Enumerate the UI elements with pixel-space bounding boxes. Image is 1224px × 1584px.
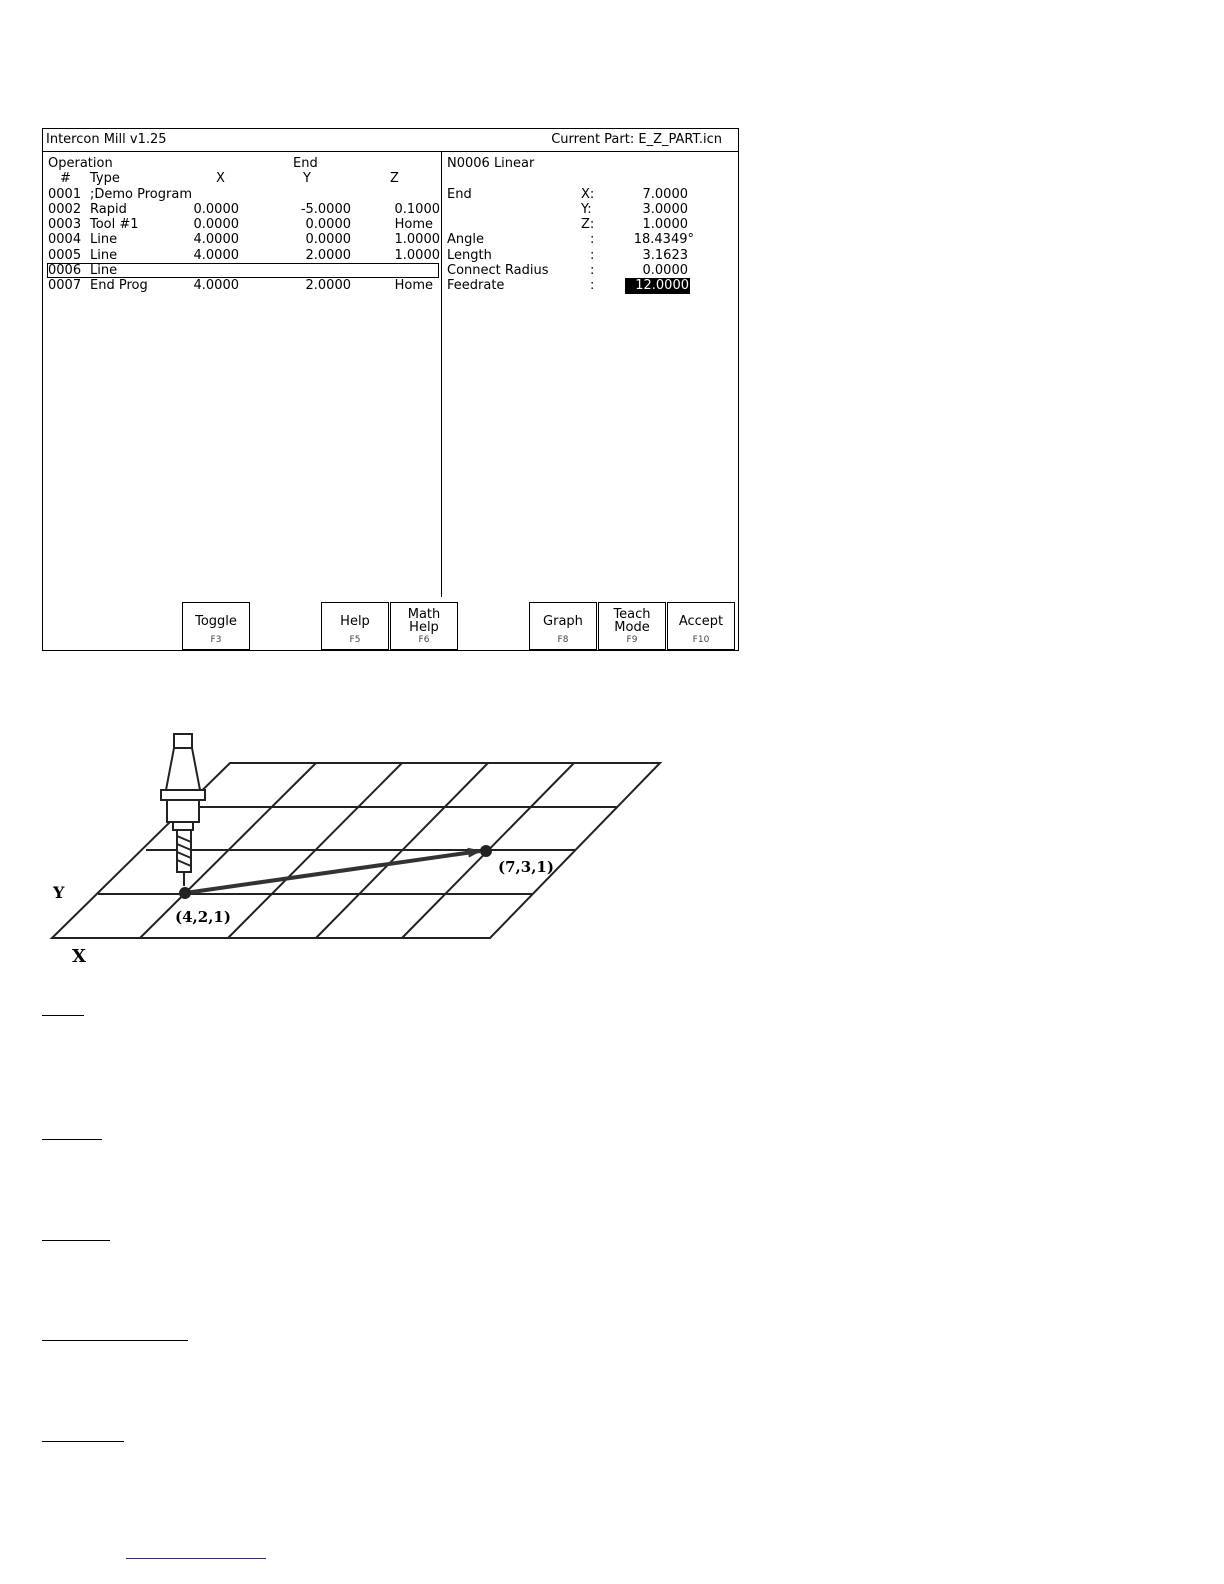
z-axis-label: Z: [581, 217, 595, 233]
end-label: End [447, 186, 472, 202]
detail-pane [446, 156, 736, 294]
toggle-label: Toggle [195, 614, 237, 629]
section-rule [42, 1340, 188, 1341]
toggle-key: F3 [210, 635, 222, 645]
header-row-2 [47, 171, 439, 186]
row-type: Line [90, 247, 118, 263]
row-z: Home [394, 278, 433, 294]
end-x-field[interactable]: 7.0000 [642, 186, 688, 202]
math-help-line2: Help [409, 620, 439, 635]
row-z: Home [394, 217, 433, 233]
table-row[interactable] [47, 217, 439, 232]
section-rule [42, 1240, 110, 1241]
end-point-marker [480, 845, 492, 857]
header-x: X [216, 171, 225, 187]
row-num: 0004 [48, 232, 82, 248]
feedrate-label: Feedrate [447, 278, 505, 294]
table-row[interactable] [47, 232, 439, 247]
intercon-window [42, 128, 739, 651]
header-type: Type [90, 171, 120, 187]
connect-radius-label: Connect Radius [447, 263, 549, 279]
axis-y-label: Y [53, 883, 65, 902]
connect-radius-row [446, 263, 736, 278]
section-rule [42, 1015, 84, 1016]
current-part: Current Part: E_Z_PART.icn [551, 132, 722, 147]
row-x: 0.0000 [193, 217, 239, 233]
teach-mode-button[interactable] [598, 602, 666, 650]
colon: : [590, 278, 595, 294]
row-type: End Prog [90, 278, 148, 294]
row-num: 0002 [48, 201, 82, 217]
length-row [446, 248, 736, 263]
accept-label: Accept [678, 614, 724, 629]
axis-x-label: X [72, 946, 86, 967]
feedrate-row [446, 278, 736, 293]
end-x-row [446, 187, 736, 202]
row-type: Tool #1 [90, 217, 139, 233]
end-y-field[interactable]: 3.0000 [642, 201, 688, 217]
math-help-button[interactable] [390, 602, 458, 650]
row-y: 0.0000 [305, 217, 351, 233]
move-arrow [185, 851, 480, 893]
math-help-key: F6 [418, 635, 430, 645]
row-num: 0007 [48, 278, 82, 294]
end-point-label: (7,3,1) [498, 858, 554, 876]
grid-plane [52, 763, 660, 938]
teach-mode-label [599, 608, 665, 634]
start-point-label: (4,2,1) [175, 908, 231, 926]
colon: : [590, 247, 595, 263]
header-end: End [293, 156, 318, 171]
help-button[interactable] [321, 602, 389, 650]
accept-key: F10 [692, 635, 710, 645]
accept-button[interactable] [667, 602, 735, 650]
pane-divider [441, 151, 442, 597]
end-z-row [446, 217, 736, 232]
header-z: Z [390, 171, 399, 187]
row-x: 4.0000 [193, 278, 239, 294]
program-listing [47, 156, 439, 294]
table-row-selected[interactable] [47, 263, 439, 278]
start-point-marker [179, 887, 191, 899]
graph-key: F8 [557, 635, 569, 645]
row-y: 2.0000 [305, 278, 351, 294]
section-rule [42, 1441, 124, 1442]
math-help-line1: Math [407, 607, 441, 622]
table-row[interactable] [47, 278, 439, 293]
connect-radius-field[interactable]: 0.0000 [642, 263, 688, 279]
length-label: Length [447, 247, 492, 263]
section-rule [42, 1139, 102, 1140]
toggle-button[interactable] [182, 602, 250, 650]
feedrate-field[interactable]: 12.0000 [625, 278, 690, 293]
row-y: 0.0000 [305, 232, 351, 248]
link-rule[interactable] [126, 1558, 266, 1559]
title-bar [43, 129, 738, 152]
help-label: Help [340, 614, 370, 629]
colon: : [590, 263, 595, 279]
y-axis-label: Y: [581, 201, 592, 217]
teach-mode-line1: Teach [613, 607, 651, 622]
table-row[interactable] [47, 187, 439, 202]
detail-title-row [446, 156, 736, 171]
row-y: 2.0000 [305, 247, 351, 263]
row-num: 0005 [48, 247, 82, 263]
spacer [446, 171, 736, 186]
row-type: ;Demo Program [90, 186, 192, 202]
row-x: 4.0000 [193, 232, 239, 248]
row-num: 0006 [48, 263, 82, 279]
row-type: Rapid [90, 201, 127, 217]
row-y: -5.0000 [300, 201, 351, 217]
graph-label: Graph [543, 614, 583, 629]
detail-title: N0006 Linear [447, 156, 535, 171]
teach-mode-key: F9 [626, 635, 638, 645]
end-mill-icon [161, 734, 205, 886]
colon: : [590, 232, 595, 248]
row-z: 1.0000 [394, 247, 440, 263]
angle-row [446, 232, 736, 247]
header-operation: Operation [48, 156, 113, 171]
end-z-field[interactable]: 1.0000 [642, 217, 688, 233]
row-x: 4.0000 [193, 247, 239, 263]
row-x: 0.0000 [193, 201, 239, 217]
table-row[interactable] [47, 202, 439, 217]
help-key: F5 [349, 635, 361, 645]
row-type: Line [90, 263, 118, 279]
x-axis-label: X: [581, 186, 595, 202]
teach-mode-line2: Mode [614, 620, 650, 635]
header-num: # [60, 171, 71, 187]
angle-label: Angle [447, 232, 484, 248]
end-y-row [446, 202, 736, 217]
header-row-1 [47, 156, 439, 171]
row-type: Line [90, 232, 118, 248]
row-num: 0001 [48, 186, 82, 202]
row-z: 1.0000 [394, 232, 440, 248]
length-field[interactable]: 3.1623 [642, 247, 688, 263]
app-title: Intercon Mill v1.25 [46, 132, 167, 147]
graph-button[interactable] [529, 602, 597, 650]
row-z: 0.1000 [394, 201, 440, 217]
toolpath-diagram [40, 720, 680, 970]
row-num: 0003 [48, 217, 82, 233]
angle-field[interactable]: 18.4349° [633, 232, 694, 248]
table-row[interactable] [47, 248, 439, 263]
header-y: Y [303, 171, 311, 187]
math-help-label [391, 608, 457, 634]
